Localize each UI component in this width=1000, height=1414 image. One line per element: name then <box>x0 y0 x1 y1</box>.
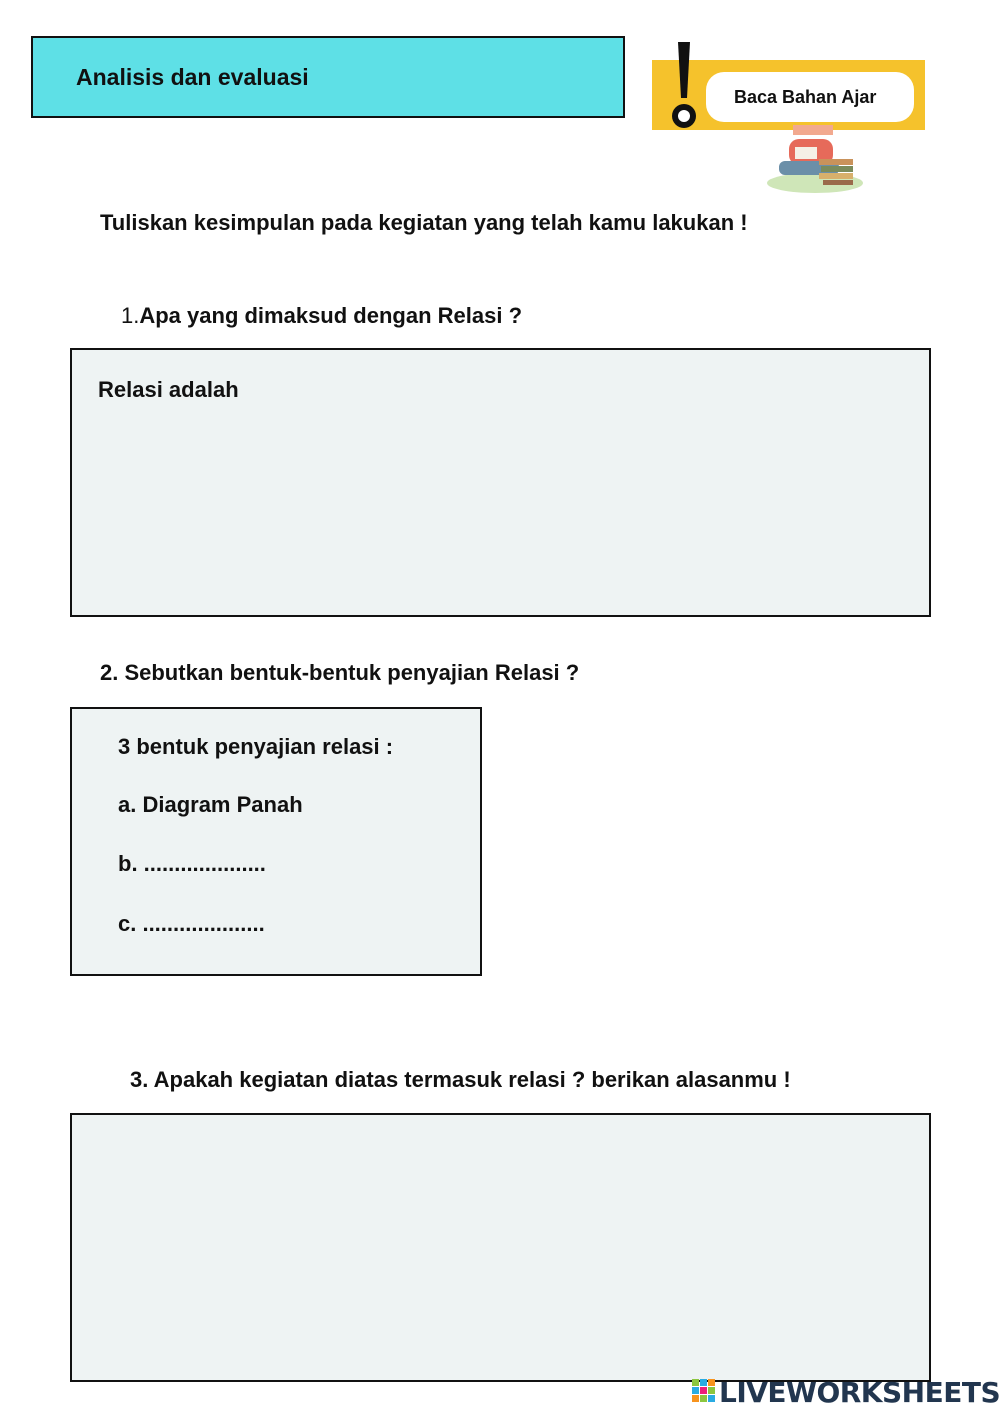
liveworksheets-logo-icon <box>692 1379 716 1403</box>
answer-2-line-blank[interactable]: c. .................... <box>118 911 265 936</box>
answer-box-3[interactable] <box>70 1113 931 1382</box>
answer-2-line: 3 bentuk penyajian relasi : <box>118 734 394 759</box>
answer-1-text: Relasi adalah <box>98 377 239 402</box>
reading-child-illustration <box>765 125 865 195</box>
answer-2-line-blank[interactable]: b. .................... <box>118 851 266 876</box>
question-1 <box>121 303 522 329</box>
question-3: 3. Apakah kegiatan diatas termasuk relasi ? berikan alasanmu ! <box>130 1067 791 1092</box>
exclamation-icon <box>666 38 702 132</box>
question-1-number: 1. <box>121 303 140 328</box>
question-2: 2. Sebutkan bentuk-bentuk penyajian Relasi ? <box>100 660 580 685</box>
section-title: Analisis dan evaluasi <box>76 64 309 90</box>
question-1-text: Apa yang dimaksud dengan Relasi ? <box>139 303 523 328</box>
liveworksheets-logo <box>692 1376 1000 1409</box>
answer-2-line: a. Diagram Panah <box>118 792 303 817</box>
reading-banner-label: Baca Bahan Ajar <box>734 87 877 107</box>
instruction-text: Tuliskan kesimpulan pada kegiatan yang telah kamu lakukan ! <box>100 210 748 235</box>
liveworksheets-logo-text: LIVEWORKSHEETS <box>719 1376 1000 1409</box>
